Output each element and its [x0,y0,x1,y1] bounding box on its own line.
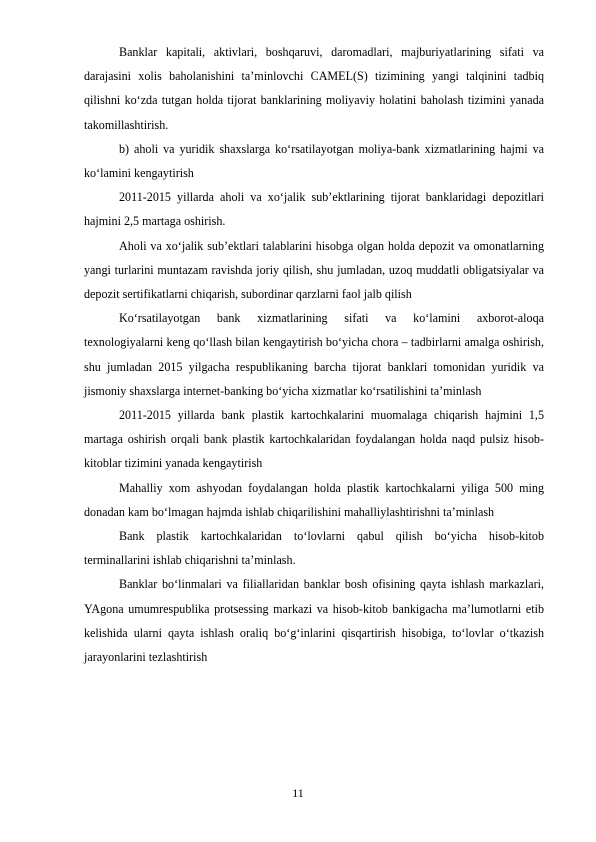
paragraph-payment-processing-speed: Banklar bo‘linmalari va filiallaridan banklar bosh ofisining qayta ishlash markazlari, YAgona umumrespublika protsessing markazi va hisob-kitob bankigacha ma’lumotlarni etib kelishida ularni qayta ishlash oraliq bo‘g‘inlarini qisqartirish hisobiga, to‘lovlar o‘tkazish jarayonlarini tezlashtirish [84,577,544,665]
page-number: 11 [292,786,304,800]
paragraph-local-card-production: Mahalliy xom ashyodan foydalangan holda plastik kartochkalarni yiliga 500 ming donadan kam bo‘lmagan hajmda ishlab chiqarilishini mahalliylashtirishni ta’minlash [84,480,544,519]
paragraph-expand-banking-services: b) aholi va yuridik shaxslarga ko‘rsatilayotgan moliya-bank xizmatlarining hajmi va ko‘lamini kengaytirish [84,141,544,181]
paragraph-deposit-growth: 2011-2015 yillarda aholi va xo‘jalik sub’ektlarining tijorat banklaridagi depozitlari hajmini 2,5 martaga oshirish. [84,190,544,229]
paragraph-plastic-cards-issuance: 2011-2015 yillarda bank plastik kartochkalarini muomalaga chiqarish hajmini 1,5 martaga oshirish orqali bank plastik kartochkalaridan foydalangan holda naqd pulsiz hisob-kitoblar tizimini yanada kengaytirish [84,408,544,471]
paragraph-camels-rating-system: Banklar kapitali, aktivlari, boshqaruvi, daromadlari, majburiyatlarining sifati va darajasini xolis baholanishini ta’minlovchi CAMEL(S) tizimining yangi talqinini tadbiq qilishni ko‘zda tutgan holda tijorat banklarining moliyaviy holatini baholash tizimini yanada takomillashtirish. [84,45,544,132]
paragraph-payment-terminals: Bank plastik kartochkalaridan to‘lovlarni qabul qilish bo‘yicha hisob-kitob terminallarini ishlab chiqarishni ta’minlash. [84,529,544,568]
paragraph-new-deposit-types: Aholi va xo‘jalik sub’ektlari talablarini hisobga olgan holda depozit va omonatlarning yangi turlarini muntazam ravishda joriy qilish, shu jumladan, uzoq muddatli obligatsiyalar va depozit sertifikatlarni chiqarish, subordinar qarzlarni faol jalb qilish [84,238,544,302]
paragraph-internet-banking: Ko‘rsatilayotgan bank xizmatlarining sifati va ko‘lamini axborot-aloqa texnologiyalarni keng qo‘llash bilan kengaytirish bo‘yicha chora – tadbirlarni amalga oshirish, shu jumladan 2015 yilgacha respublikaning barcha tijorat banklari tomonidan yuridik va jismoniy shaxslarga internet-banking bo‘yicha xizmatlar ko‘rsatilishini ta’minlash [84,311,544,398]
document-body [84,40,544,669]
